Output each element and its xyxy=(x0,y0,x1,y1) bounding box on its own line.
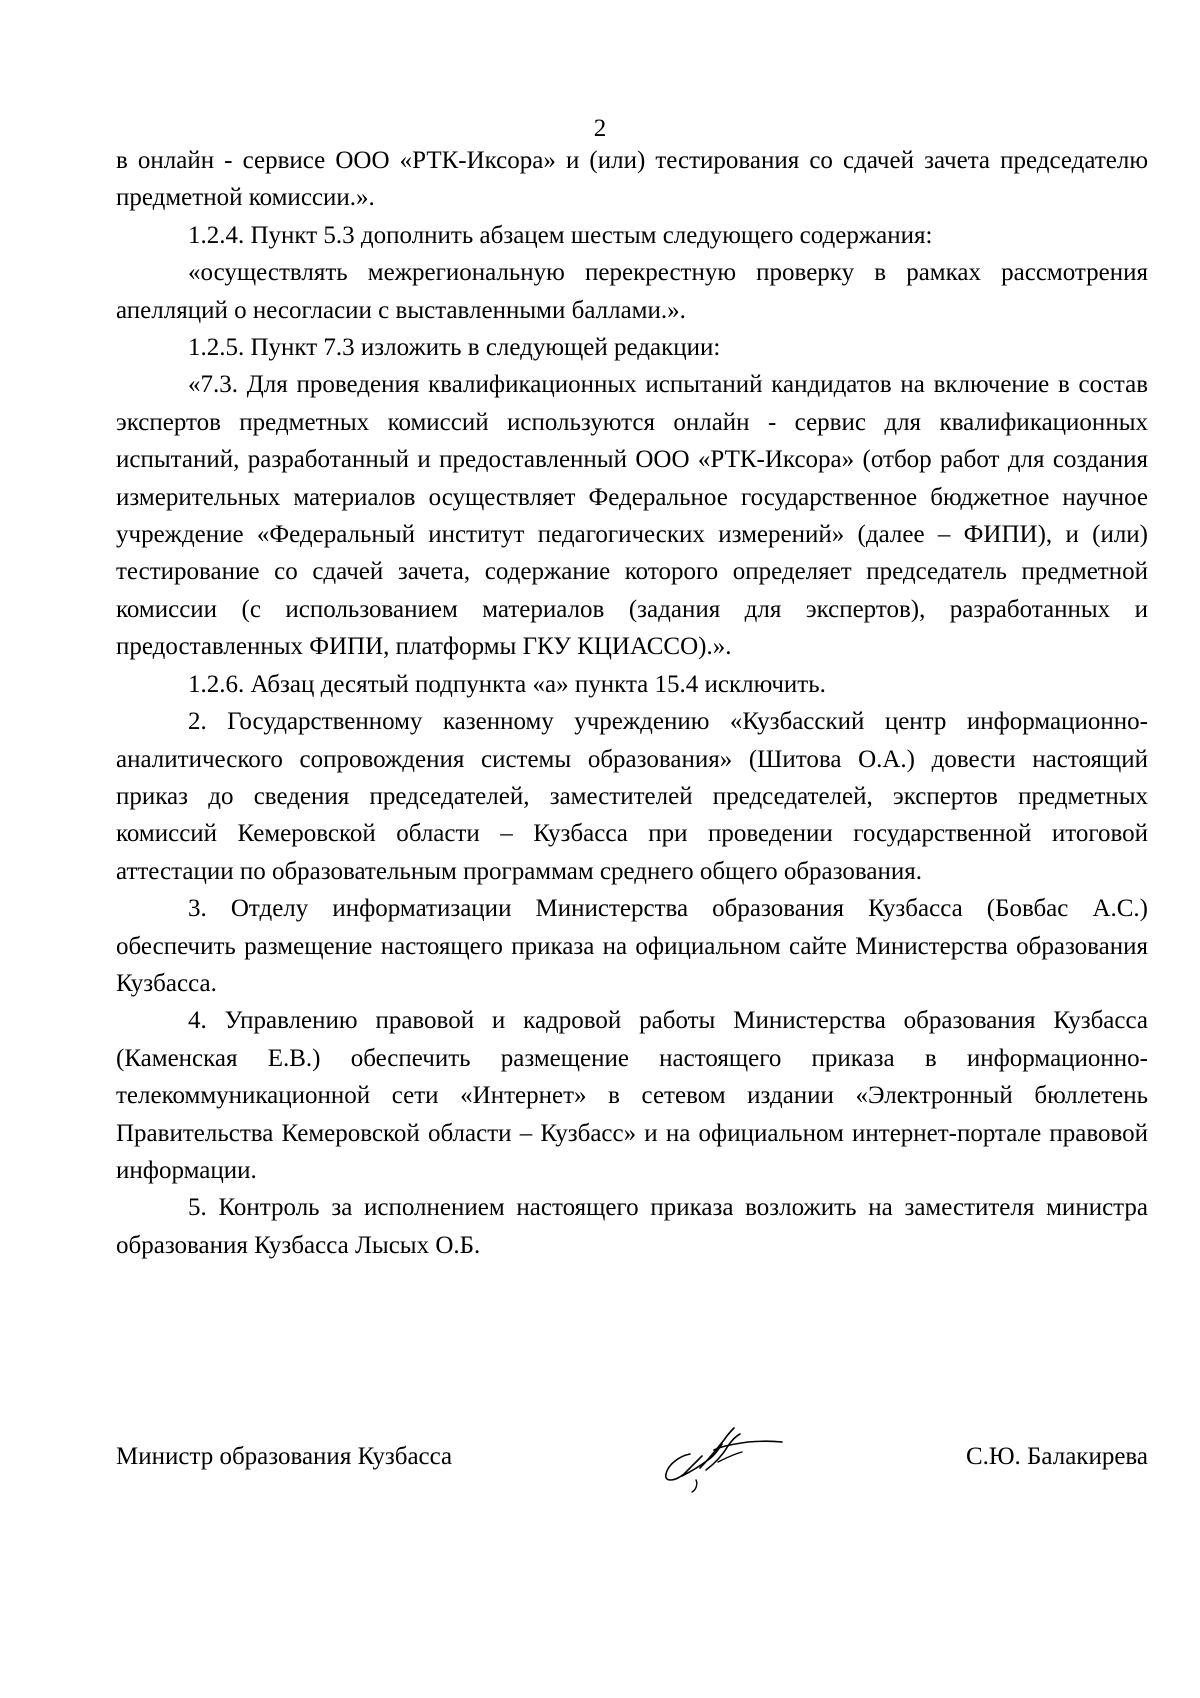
paragraph: 2. Государственному казенному учреждению «Кузбасский центр информационно-аналитического сопровождения системы образования» (Шитова О.А.) довести настоящий приказ до сведения председателей, заместителей председателей, экспертов предметных комиссий Кемеровской области – Кузбасса при проведении государственной итоговой аттестации по образовательным программам среднего общего образования. xyxy=(116,708,1148,885)
paragraph: 5. Контроль за исполнением настоящего приказа возложить на заместителя министра образования Кузбасса Лысых О.Б. xyxy=(116,1194,1148,1259)
signature-block xyxy=(116,1438,1148,1498)
signatory-name: С.Ю. Балакирева xyxy=(965,1443,1148,1470)
handwritten-signature xyxy=(656,1420,786,1495)
paragraph: 1.2.4. Пункт 5.3 дополнить абзацем шестым следующего содержания: xyxy=(188,221,933,249)
paragraph: 4. Управлению правовой и кадровой работы Министерства образования Кузбасса (Каменская Е.В.) обеспечить размещение настоящего приказа в информационно-телекоммуникационной сети «Интернет» в сетевом издании «Электронный бюллетень Правительства Кемеровской области – Кузбасс» и на официальном интернет-портале правовой информации. xyxy=(116,1007,1148,1184)
paragraph: в онлайн - сервисе ООО «РТК-Иксора» и (или) тестирования со сдачей зачета председателю предметной комиссии.». xyxy=(116,147,1148,212)
paragraph: 3. Отделу информатизации Министерства образования Кузбасса (Бовбас А.С.) обеспечить размещение настоящего приказа на официальном сайте Министерства образования Кузбасса. xyxy=(116,895,1148,997)
page-number: 2 xyxy=(593,115,607,142)
paragraph: 1.2.6. Абзац десятый подпункта «а» пункта 15.4 исключить. xyxy=(188,670,826,698)
paragraph: 1.2.5. Пункт 7.3 изложить в следующей редакции: xyxy=(188,334,721,362)
signatory-position: Министр образования Кузбасса xyxy=(116,1443,453,1470)
paragraph: «осуществлять межрегиональную перекрестную проверку в рамках рассмотрения апелляций о несогласии с выставленными баллами.». xyxy=(116,259,1148,324)
document-body xyxy=(116,142,1148,1264)
paragraph: «7.3. Для проведения квалификационных испытаний кандидатов на включение в состав экспертов предметных комиссий используются онлайн - сервис для квалификационных испытаний, разработанный и предоставленный ООО «РТК-Иксора» (отбор работ для создания измерительных материалов осуществляет Федеральное государственное бюджетное научное учреждение «Федеральный институт педагогических измерений» (далее – ФИПИ), и (или) тестирование со сдачей зачета, содержание которого определяет председатель предметной комиссии (с использованием материалов (задания для экспертов), разработанных и предоставленных ФИПИ, платформы ГКУ КЦИАССО).». xyxy=(116,371,1148,661)
